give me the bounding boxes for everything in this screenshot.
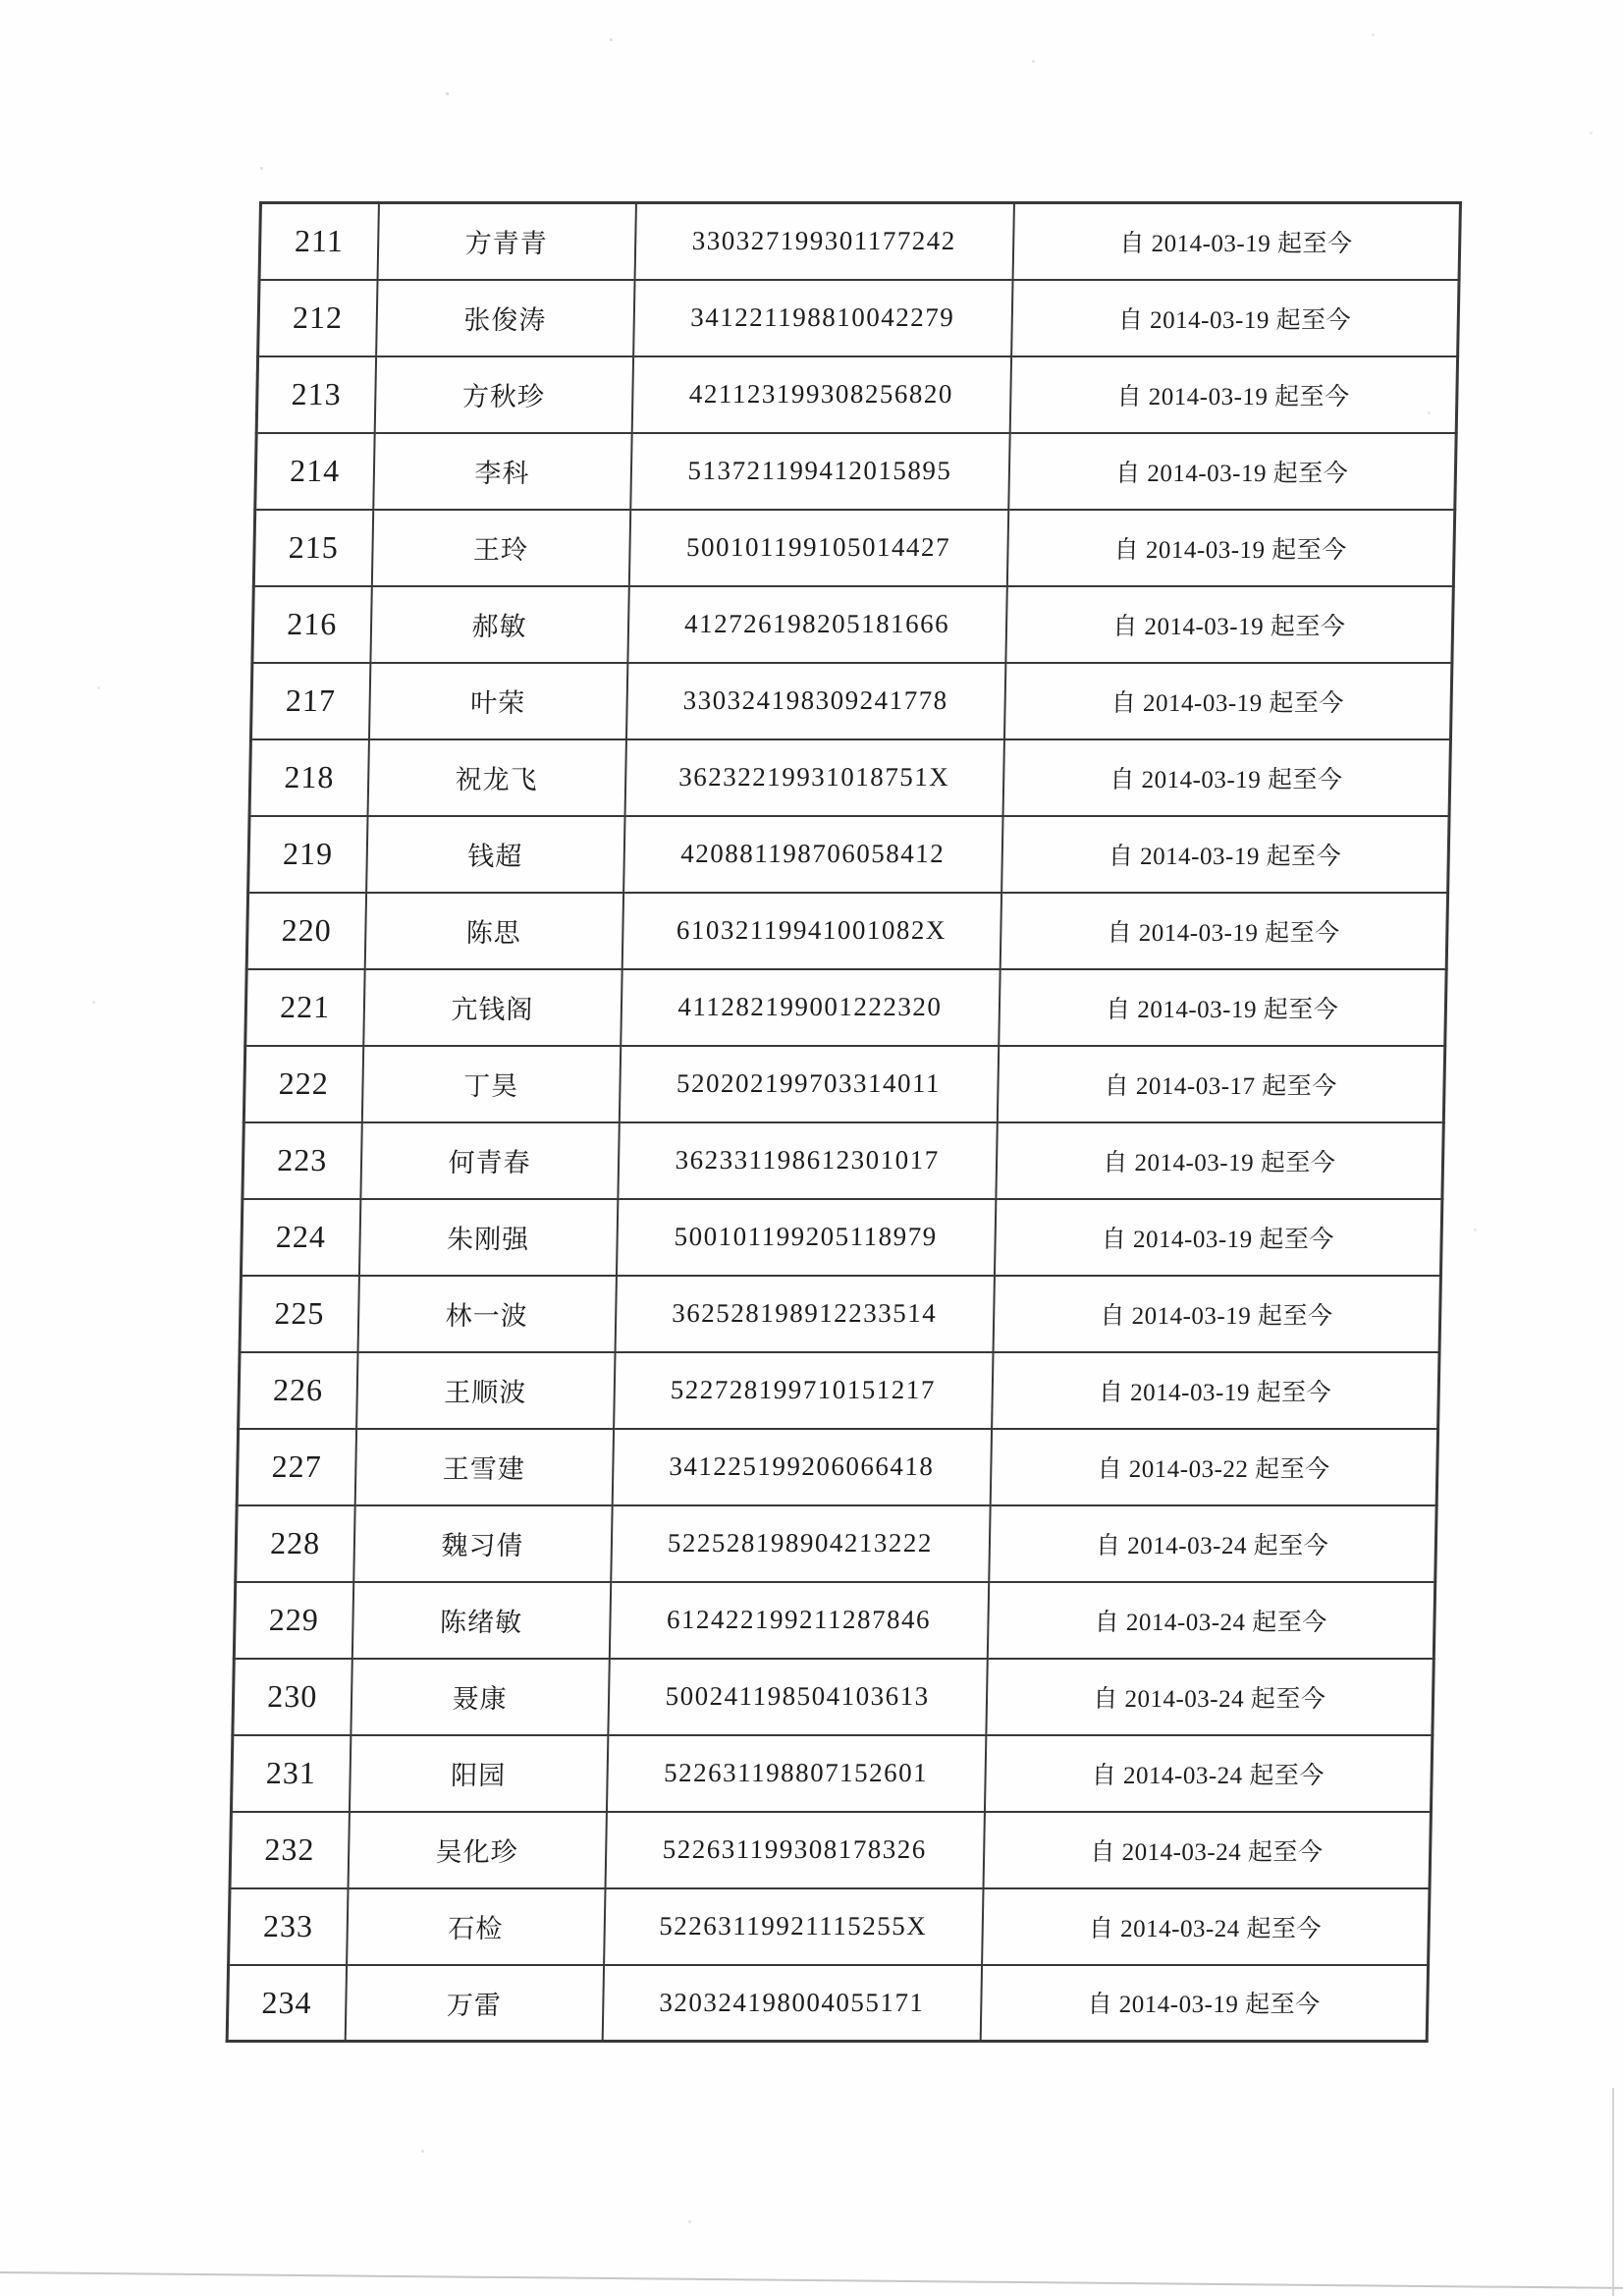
cell-name: 王雪建 xyxy=(354,1429,613,1505)
roster-table-body xyxy=(227,203,1460,2042)
cell-period: 自 2014-03-19 起至今 xyxy=(992,1352,1439,1429)
table-row xyxy=(252,586,1453,663)
table-row xyxy=(255,433,1456,510)
cell-index: 219 xyxy=(248,816,367,893)
cell-name: 何青春 xyxy=(360,1122,619,1199)
cell-id-number: 362528198912233514 xyxy=(615,1276,994,1352)
cell-id-number: 513721199412015895 xyxy=(630,433,1009,510)
table-row xyxy=(234,1582,1434,1659)
cell-index: 217 xyxy=(250,663,369,739)
cell-name: 朱刚强 xyxy=(358,1199,617,1276)
table-row xyxy=(249,739,1450,816)
cell-name: 魏习倩 xyxy=(353,1505,612,1582)
cell-name: 李科 xyxy=(373,433,631,510)
cell-id-number: 500101199205118979 xyxy=(616,1199,995,1276)
cell-index: 212 xyxy=(258,280,377,356)
cell-period: 自 2014-03-24 起至今 xyxy=(987,1582,1434,1659)
cell-id-number: 500241198504103613 xyxy=(608,1659,987,1735)
cell-id-number: 500101199105014427 xyxy=(628,510,1007,586)
cell-name: 方秋珍 xyxy=(374,356,632,433)
cell-name: 王玲 xyxy=(371,510,629,586)
cell-name: 石检 xyxy=(347,1888,605,1965)
cell-id-number: 412726198205181666 xyxy=(627,586,1006,663)
cell-index: 226 xyxy=(239,1352,357,1429)
cell-index: 218 xyxy=(249,739,368,816)
paper-bottom-edge-artifact xyxy=(0,2271,1623,2289)
cell-period: 自 2014-03-24 起至今 xyxy=(986,1659,1434,1735)
cell-name: 钱超 xyxy=(366,816,624,893)
table-row xyxy=(243,1046,1444,1122)
cell-period: 自 2014-03-24 起至今 xyxy=(982,1888,1430,1965)
table-row xyxy=(240,1276,1440,1352)
cell-name: 丁昊 xyxy=(361,1046,620,1122)
cell-index: 221 xyxy=(245,969,364,1046)
cell-index: 231 xyxy=(231,1735,350,1812)
cell-id-number: 522631199308178326 xyxy=(605,1812,984,1888)
cell-period: 自 2014-03-19 起至今 xyxy=(1006,510,1454,586)
cell-name: 万雷 xyxy=(345,1965,603,2042)
cell-name: 张俊涛 xyxy=(376,280,634,356)
cell-id-number: 330324198309241778 xyxy=(625,663,1004,739)
cell-id-number: 522728199710151217 xyxy=(614,1352,993,1429)
cell-name: 方青青 xyxy=(377,203,635,280)
cell-id-number: 411282199001222320 xyxy=(621,969,1000,1046)
cell-id-number: 61032119941001082X xyxy=(622,893,1001,969)
paper-right-edge-artifact xyxy=(1612,2088,1614,2296)
cell-name: 郝敏 xyxy=(370,586,628,663)
cell-index: 216 xyxy=(252,586,371,663)
cell-name: 聂康 xyxy=(351,1659,609,1735)
cell-id-number: 520202199703314011 xyxy=(619,1046,998,1122)
cell-index: 223 xyxy=(243,1122,361,1199)
cell-index: 230 xyxy=(233,1659,352,1735)
cell-index: 220 xyxy=(246,893,365,969)
cell-period: 自 2014-03-19 起至今 xyxy=(1002,739,1450,816)
cell-index: 225 xyxy=(240,1276,358,1352)
cell-index: 233 xyxy=(229,1888,348,1965)
cell-name: 吴化珍 xyxy=(348,1812,606,1888)
cell-period: 自 2014-03-19 起至今 xyxy=(993,1276,1440,1352)
cell-index: 234 xyxy=(227,1965,346,2042)
cell-id-number: 421123199308256820 xyxy=(631,356,1010,433)
cell-period: 自 2014-03-24 起至今 xyxy=(984,1735,1432,1812)
table-row xyxy=(253,510,1454,586)
cell-name: 陈绪敏 xyxy=(352,1582,610,1659)
cell-period: 自 2014-03-19 起至今 xyxy=(996,1122,1443,1199)
roster-table xyxy=(226,201,1462,2043)
cell-id-number: 341221198810042279 xyxy=(633,280,1012,356)
cell-id-number: 420881198706058412 xyxy=(623,816,1002,893)
table-row xyxy=(230,1812,1431,1888)
cell-id-number: 52263119921115255X xyxy=(604,1888,983,1965)
cell-index: 224 xyxy=(241,1199,359,1276)
table-row xyxy=(258,280,1459,356)
cell-period: 自 2014-03-19 起至今 xyxy=(1000,893,1447,969)
cell-index: 211 xyxy=(259,203,378,280)
table-row xyxy=(229,1888,1430,1965)
table-row xyxy=(233,1659,1434,1735)
cell-id-number: 341225199206066418 xyxy=(612,1429,991,1505)
table-row xyxy=(246,893,1447,969)
cell-index: 229 xyxy=(234,1582,352,1659)
cell-id-number: 522528198904213222 xyxy=(611,1505,990,1582)
cell-period: 自 2014-03-19 起至今 xyxy=(1001,816,1449,893)
cell-period: 自 2014-03-19 起至今 xyxy=(994,1199,1441,1276)
cell-id-number: 330327199301177242 xyxy=(634,203,1013,280)
cell-name: 叶荣 xyxy=(368,663,626,739)
cell-index: 222 xyxy=(243,1046,362,1122)
cell-name: 阳园 xyxy=(349,1735,607,1812)
table-row xyxy=(236,1505,1436,1582)
cell-id-number: 362331198612301017 xyxy=(618,1122,997,1199)
table-row xyxy=(231,1735,1432,1812)
cell-name: 林一波 xyxy=(357,1276,616,1352)
cell-id-number: 612422199211287846 xyxy=(609,1582,988,1659)
table-row xyxy=(248,816,1449,893)
cell-id-number: 36232219931018751X xyxy=(624,739,1003,816)
table-row xyxy=(227,1965,1428,2042)
cell-period: 自 2014-03-19 起至今 xyxy=(999,969,1446,1046)
cell-index: 214 xyxy=(255,433,374,510)
cell-period: 自 2014-03-19 起至今 xyxy=(980,1965,1428,2042)
scan-noise-specks xyxy=(0,0,1,1)
table-row xyxy=(250,663,1451,739)
cell-period: 自 2014-03-19 起至今 xyxy=(1003,663,1451,739)
cell-period: 自 2014-03-19 起至今 xyxy=(1008,433,1456,510)
table-row xyxy=(256,356,1457,433)
cell-id-number: 320324198004055171 xyxy=(602,1965,981,2042)
cell-period: 自 2014-03-19 起至今 xyxy=(1012,203,1460,280)
table-row xyxy=(243,1122,1443,1199)
cell-index: 227 xyxy=(237,1429,355,1505)
cell-name: 陈思 xyxy=(364,893,622,969)
table-row xyxy=(239,1352,1439,1429)
cell-name: 亢钱阁 xyxy=(363,969,622,1046)
cell-period: 自 2014-03-19 起至今 xyxy=(1005,586,1453,663)
cell-period: 自 2014-03-17 起至今 xyxy=(997,1046,1444,1122)
cell-period: 自 2014-03-24 起至今 xyxy=(983,1812,1431,1888)
cell-period: 自 2014-03-19 起至今 xyxy=(1009,356,1457,433)
table-row xyxy=(237,1429,1437,1505)
cell-id-number: 522631198807152601 xyxy=(606,1735,985,1812)
table-row xyxy=(241,1199,1441,1276)
cell-period: 自 2014-03-22 起至今 xyxy=(990,1429,1437,1505)
cell-period: 自 2014-03-24 起至今 xyxy=(989,1505,1436,1582)
cell-index: 215 xyxy=(253,510,372,586)
table-row xyxy=(245,969,1446,1046)
cell-index: 228 xyxy=(236,1505,354,1582)
cell-name: 王顺波 xyxy=(356,1352,615,1429)
table-row xyxy=(259,203,1460,280)
cell-index: 232 xyxy=(230,1812,349,1888)
cell-period: 自 2014-03-19 起至今 xyxy=(1011,280,1459,356)
cell-index: 213 xyxy=(256,356,375,433)
cell-name: 祝龙飞 xyxy=(367,739,625,816)
